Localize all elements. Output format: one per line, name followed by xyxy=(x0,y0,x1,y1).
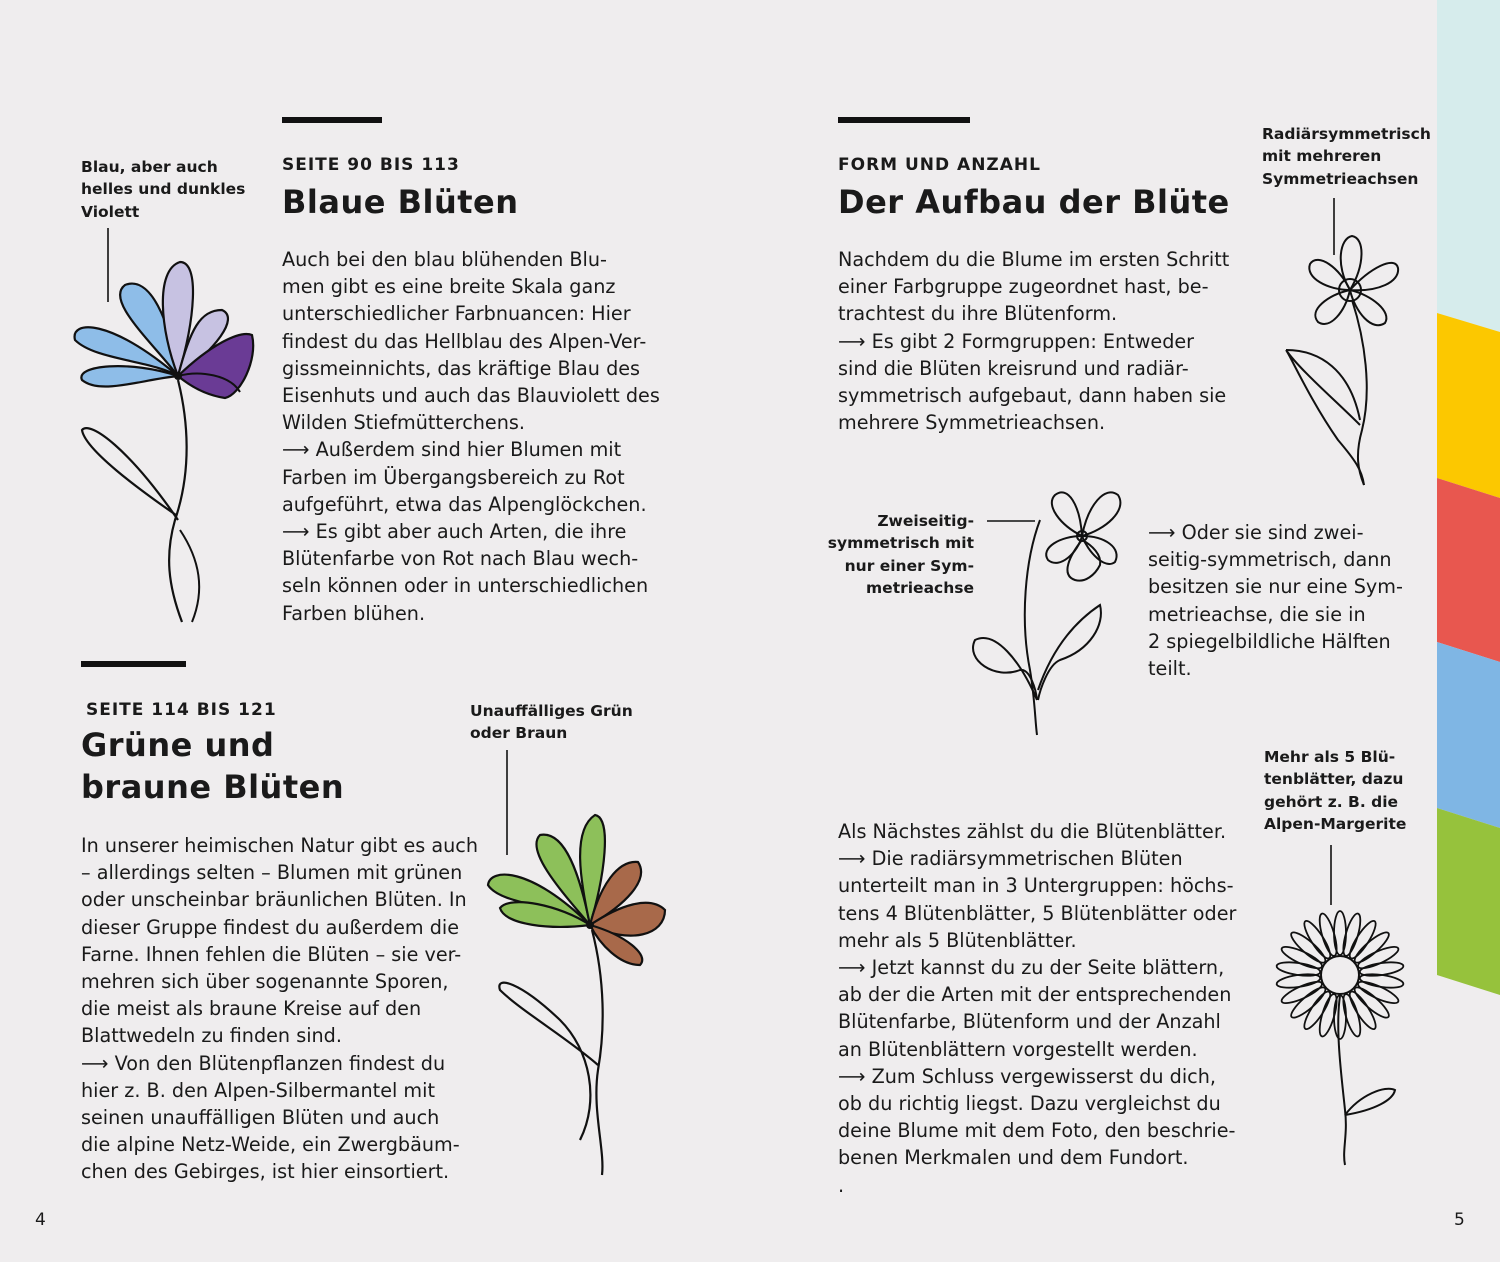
page-number-left: 4 xyxy=(35,1210,46,1230)
kicker-form: FORM UND ANZAHL xyxy=(838,155,1041,175)
daisy-petal xyxy=(1300,989,1334,1033)
section-rule-blue xyxy=(282,117,382,123)
page-number-right: 5 xyxy=(1454,1210,1465,1230)
body-green: In unserer heimischen Natur gibt es auch – allerdings selten – Blumen mit grünen oder unscheinbar bräunlichen Blüten. In dieser Gruppe findest du außerdem die Farne. Ihnen fehlen die Blüten – sie ver- mehren sich über sogenannte Sporen, die meist als braune Kreise auf den Blattwedeln zu finden sind. ⟶ Von den Blütenpflanzen findest du hier z. B. den Alpen-Silbermantel mit seinen unauffälligen Blüten und auch die alpine Netz-Weide, ein Zwergbäum- chen des Gebirges, ist hier einsortiert. xyxy=(81,834,479,1184)
caption-radial: Radiärsymmetrisch mit mehreren Symmetrieachsen xyxy=(1262,125,1431,188)
radial-flower-illustration xyxy=(1280,195,1410,490)
body-blue: Auch bei den blau blühenden Blu- men gibt es eine breite Skala ganz unterschiedlicher Farbnuancen: Hier findest du das Hellblau des Alpen-Ver- gissmeinnichts, das kräftige Blau des Eisenhuts und auch das Blauviolett des Wilden Stiefmütterchens. ⟶ Außerdem sind hier Blumen mit Farben im Übergangsbereich zu Rot aufgeführt, etwa das Alpenglöckchen. ⟶ Es gibt aber auch Arten, die ihre Blütenfarbe von Rot nach Blau wech- seln können oder in unterschiedlichen Farben blühen. xyxy=(282,248,660,625)
section-rule-form xyxy=(838,117,970,123)
body-form: Nachdem du die Blume im ersten Schritt einer Farbgruppe zugeordnet hast, be- trachtest du ihre Blütenform. ⟶ Es gibt 2 Formgruppen: Entweder sind die Blüten kreisrund und radiär- symmetrisch aufgebaut, dann haben sie mehrere Symmetrieachsen. xyxy=(838,248,1230,435)
tab-blue xyxy=(1437,642,1500,828)
daisy-petal xyxy=(1346,989,1380,1033)
caption-many-petals: Mehr als 5 Blü- tenblätter, dazu gehört z. B. die Alpen-Margerite xyxy=(1264,748,1407,834)
kicker-blue: SEITE 90 BIS 113 xyxy=(282,155,460,175)
daisy-petal xyxy=(1346,918,1380,962)
tab-yellow xyxy=(1437,313,1500,498)
tab-green xyxy=(1437,808,1500,995)
body-bilateral: ⟶ Oder sie sind zwei- seitig-symmetrisch, dann besitzen sie nur eine Sym- metrieachse, die sie in 2 spiegelbildliche Hälften teilt. xyxy=(1148,521,1403,681)
many-petal-flower-illustration xyxy=(1270,840,1410,1170)
tab-light xyxy=(1437,0,1500,332)
section-rule-green xyxy=(81,661,186,667)
kicker-green: SEITE 114 BIS 121 xyxy=(86,700,277,720)
title-form: Der Aufbau der Blüte xyxy=(838,183,1230,221)
title-green: Grüne und braune Blüten xyxy=(81,726,345,806)
green-brown-flower-illustration xyxy=(480,745,660,1185)
tab-red xyxy=(1437,478,1500,662)
title-blue: Blaue Blüten xyxy=(282,183,519,221)
caption-green: Unauffälliges Grün oder Braun xyxy=(470,702,633,743)
bilateral-flower-illustration xyxy=(965,480,1130,740)
caption-blue: Blau, aber auch helles und dunkles Violett xyxy=(81,158,246,221)
blue-flower-illustration xyxy=(60,220,280,630)
caption-bilateral: Zweiseitig- symmetrisch mit nur einer Sym- metrieachse xyxy=(827,512,974,598)
body-count: Als Nächstes zählst du die Blütenblätter. ⟶ Die radiärsymmetrischen Blüten unterteilt man in 3 Untergruppen: höchs- tens 4 Blütenblätter, 5 Blütenblätter oder mehr als 5 Blütenblätter. ⟶ Jetzt kannst du zu der Seite blättern, ab der die Arten mit der entsprechenden Blütenfarbe, Blütenform und der Anzahl an Blütenblättern vorgestellt werden. ⟶ Zum Schluss vergewisserst du dich, ob du richtig liegst. Dazu vergleichst du deine Blume mit dem Foto, den beschrie- benen Merkmalen und dem Fundort. . xyxy=(838,820,1237,1197)
daisy-petal xyxy=(1300,918,1334,962)
